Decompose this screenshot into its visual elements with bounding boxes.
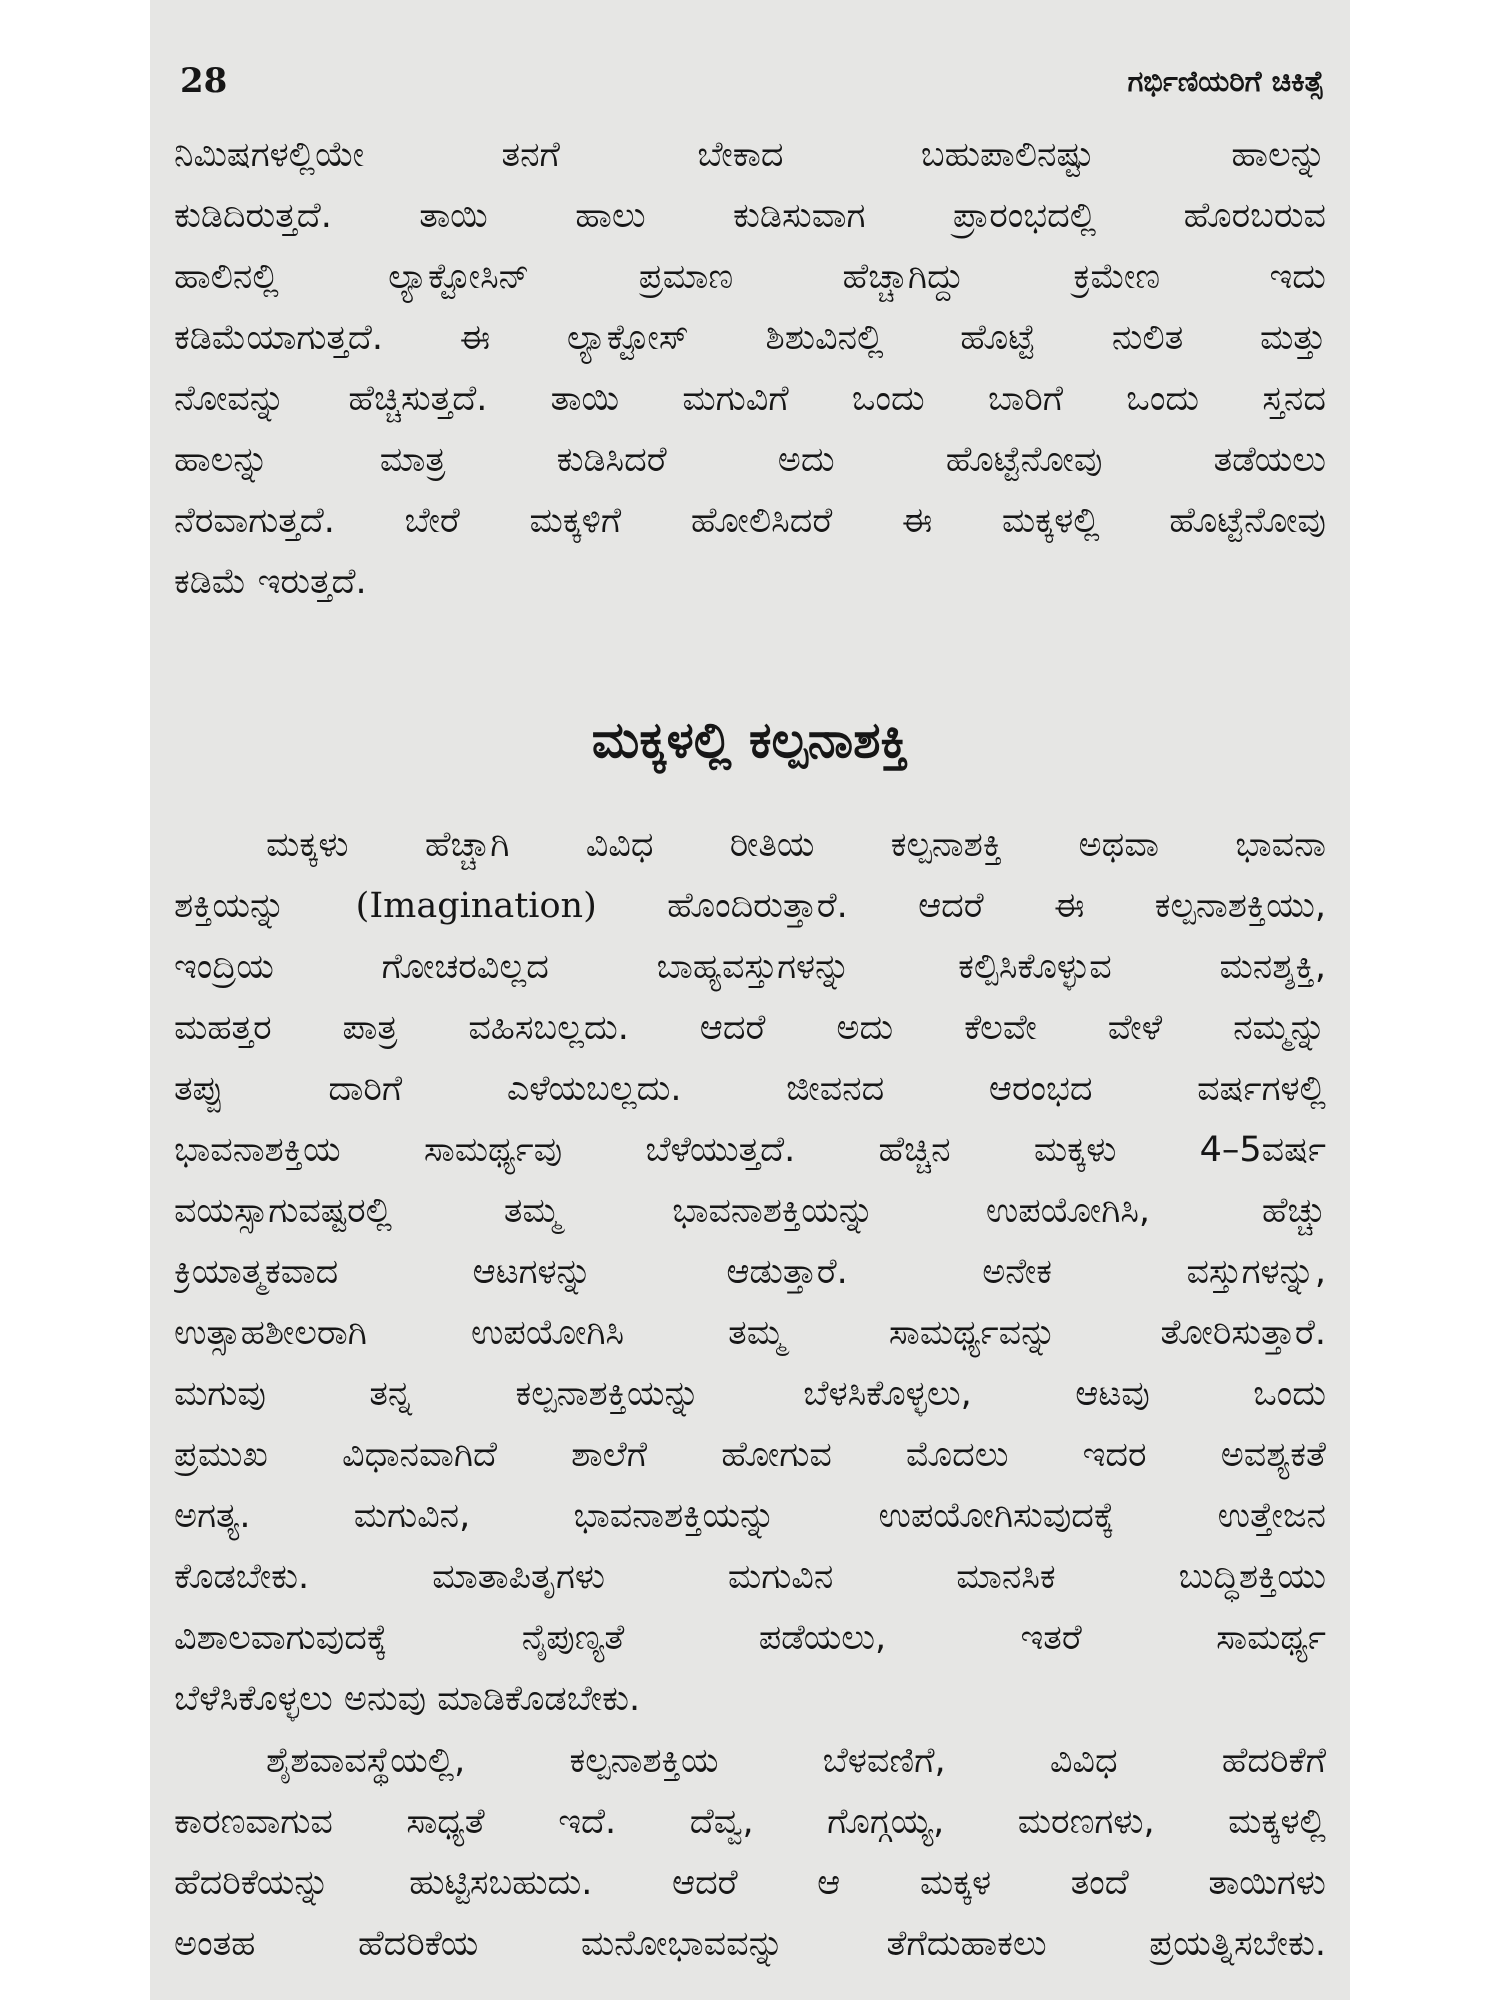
word: ಕಡಿಮೆ ಇರುತ್ತದೆ. — [174, 562, 367, 602]
word: ಮಗುವು — [174, 1374, 266, 1414]
word: ಬೆಳಸಿಕೊಳ್ಳಲು, — [803, 1374, 972, 1414]
word: ತಡೆಯಲು — [1213, 440, 1326, 480]
word: ನಿಮಿಷಗಳಲ್ಲಿಯೇ — [174, 135, 365, 175]
word: ಹೊಟ್ಟೆ — [960, 318, 1036, 358]
word: ಹೆಚ್ಚಿನ — [878, 1130, 951, 1170]
word: ಕೆಲವೇ — [964, 1008, 1037, 1048]
word: ಕಲ್ಪನಾಶಕ್ತಿಯ — [569, 1741, 719, 1781]
text-line — [174, 1181, 1326, 1241]
word: ಹೆಚ್ಚಾಗಿ — [424, 825, 510, 865]
word: ನಮ್ಮನ್ನು — [1233, 1008, 1326, 1048]
word: ಮಕ್ಕಳಿಗೆ — [529, 501, 622, 541]
word: (Imagination) — [355, 886, 597, 926]
word: ಉಪಯೋಗಿಸಿ, — [985, 1191, 1151, 1231]
word: ಕುಡಿಸಿದರೆ — [556, 440, 667, 480]
word: ಒಂದು — [1126, 379, 1200, 419]
word: ಅವಶ್ಯಕತೆ — [1220, 1435, 1326, 1475]
word: ಕಡಿಮೆಯಾಗುತ್ತದೆ. — [174, 318, 384, 358]
word: ಕಲ್ಪಿಸಿಕೊಳ್ಳುವ — [958, 947, 1112, 987]
text-line — [174, 369, 1326, 429]
text-line — [174, 1364, 1326, 1424]
word: ತಮ್ಮ — [503, 1191, 561, 1231]
word: ಸಾಧ್ಯತೆ — [406, 1802, 485, 1842]
word: ಬೇರೆ — [404, 501, 460, 541]
word: ಲ್ಯಾಕ್ಟೋಸ್ — [566, 318, 689, 358]
word: ಇಂದ್ರಿಯ — [174, 947, 274, 987]
text-line — [174, 1303, 1326, 1363]
word: ಬೆಳೆಯುತ್ತದೆ. — [645, 1130, 796, 1170]
word: ತಮ್ಮ — [728, 1313, 785, 1353]
word: ಈ — [1054, 886, 1085, 926]
word: ಪ್ರಮಾಣ — [638, 257, 734, 297]
text-line — [174, 430, 1326, 490]
text-line — [174, 1242, 1326, 1302]
book-page — [150, 0, 1350, 2000]
word: ಕ್ರಮೇಣ — [1073, 257, 1161, 297]
word: ಆದರೆ — [671, 1863, 738, 1903]
text-line — [174, 1547, 1326, 1607]
word: ತೋರಿಸುತ್ತಾರೆ. — [1160, 1313, 1326, 1353]
word: ಉಪಯೋಗಿಸಿ — [470, 1313, 625, 1353]
text-line — [174, 1120, 1326, 1180]
word: ಅದು — [836, 1008, 894, 1048]
word: ಬಾಹ್ಯವಸ್ತುಗಳನ್ನು — [656, 947, 851, 987]
text-line — [174, 186, 1326, 246]
word: ದಾರಿಗೆ — [328, 1069, 403, 1109]
text-line — [174, 1059, 1326, 1119]
word: ಆದರೆ — [918, 886, 984, 926]
word: ವಯಸ್ಸಾಗುವಷ್ಟರಲ್ಲಿ — [174, 1191, 393, 1231]
word: ವಿಶಾಲವಾಗುವುದಕ್ಕೆ — [174, 1618, 388, 1658]
word: ಬಾರಿಗೆ — [987, 379, 1064, 419]
word: ಕಲ್ಪನಾಶಕ್ತಿ — [890, 825, 1003, 865]
word: ಮಕ್ಕಳು — [266, 825, 349, 865]
word: ಈ — [459, 318, 491, 358]
word: ಹೋಗುವ — [721, 1435, 832, 1475]
word: ಅದು — [777, 440, 835, 480]
word: ಉತ್ತೇಜನ — [1217, 1496, 1326, 1536]
word: ಕೊಡಬೇಕು. — [174, 1557, 310, 1597]
word: ಬೇಕಾದ — [697, 135, 784, 175]
word: ಗೋಚರವಿಲ್ಲದ — [381, 947, 549, 987]
word: ಶಿಶುವಿನಲ್ಲಿ — [765, 318, 884, 358]
word: ಮಗುವಿನ — [727, 1557, 834, 1597]
word: ಇದೆ. — [558, 1802, 617, 1842]
word: ಜೀವನದ — [786, 1069, 885, 1109]
word: ಎಳೆಯಬಲ್ಲದು. — [506, 1069, 682, 1109]
word: ಸ್ತನದ — [1262, 379, 1326, 419]
word: ಮನಶ್ಶಕ್ತಿ, — [1219, 947, 1326, 987]
word: ಇತರೆ — [1020, 1618, 1082, 1658]
word: ಉಪಯೋಗಿಸುವುದಕ್ಕೆ — [878, 1496, 1115, 1536]
word: ಅಗತ್ಯ. — [174, 1496, 251, 1536]
word: ಹೆಚ್ಚಾಗಿದ್ದು — [842, 257, 964, 297]
word: ಕುಡಿಸುವಾಗ — [733, 196, 866, 236]
word: ಸಾಮರ್ಥ್ಯವನ್ನು — [888, 1313, 1057, 1353]
word: ಆಡುತ್ತಾರೆ. — [726, 1252, 848, 1292]
word: ಮಹತ್ತರ — [174, 1008, 272, 1048]
word: ಬೆಳೆಸಿಕೊಳ್ಳಲು ಅನುವು ಮಾಡಿಕೊಡಬೇಕು. — [174, 1679, 641, 1719]
text-line — [174, 1914, 1326, 1974]
word: ಒಂದು — [1253, 1374, 1326, 1414]
word: ಪಾತ್ರ — [342, 1008, 398, 1048]
text-line — [174, 552, 1326, 612]
word: ಸಾಮರ್ಥ್ಯ — [1216, 1618, 1326, 1658]
word: ಕಲ್ಪನಾಶಕ್ತಿಯು, — [1154, 886, 1326, 926]
section-heading: ಮಕ್ಕಳಲ್ಲಿ ಕಲ್ಪನಾಶಕ್ತಿ — [591, 711, 909, 769]
word: ವಿವಿಧ — [585, 825, 654, 865]
word: ಸಾಮರ್ಥ್ಯವು — [423, 1130, 563, 1170]
text-line — [174, 937, 1326, 997]
text-line — [174, 247, 1326, 307]
word: ಆಟಗಳನ್ನು — [472, 1252, 592, 1292]
word: ಮನೋಭಾವವನ್ನು — [580, 1924, 784, 1964]
word: ನೆರವಾಗುತ್ತದೆ. — [174, 501, 335, 541]
word: ದೆವ್ವ, — [689, 1802, 754, 1842]
word: ಬೆಳವಣಿಗೆ, — [822, 1741, 946, 1781]
text-line — [174, 998, 1326, 1058]
word: ಹುಟ್ಟಿಸಬಹುದು. — [409, 1863, 593, 1903]
running-title: ಗರ್ಭಿಣಿಯರಿಗೆ ಚಿಕಿತ್ಸೆ — [1127, 63, 1324, 98]
page-number: 28 — [180, 61, 228, 101]
word: ಮಗುವಿನ, — [353, 1496, 471, 1536]
text-line — [174, 1608, 1326, 1668]
word: ಹೆದರಿಕೆಗೆ — [1221, 1741, 1326, 1781]
word: ಮೊದಲು — [905, 1435, 1009, 1475]
word: ಹೊಂದಿರುತ್ತಾರೆ. — [667, 886, 848, 926]
word: ಬಹುಪಾಲಿನಷ್ಟು — [920, 135, 1094, 175]
word: ಹೋಲಿಸಿದರೆ — [690, 501, 833, 541]
word: ಕ್ರಿಯಾತ್ಮಕವಾದ — [174, 1252, 339, 1292]
word: ಪ್ರಾರಂಭದಲ್ಲಿ — [952, 196, 1097, 236]
word: ಹೆದರಿಕೆಯ — [357, 1924, 479, 1964]
word: ಹಾಲಿನಲ್ಲಿ — [174, 257, 279, 297]
word: ಹಾಲು — [575, 196, 646, 236]
text-line — [174, 1425, 1326, 1485]
word: ಭಾವನಾ — [1235, 825, 1326, 865]
word: ತನ್ನ — [369, 1374, 413, 1414]
text-line — [174, 815, 1326, 875]
text-line — [174, 1792, 1326, 1852]
word: ಲ್ಯಾಕ್ಟೋಸಿನ್ — [388, 257, 530, 297]
word: ನೋವನ್ನು — [174, 379, 286, 419]
word: ಮತ್ತು — [1260, 318, 1326, 358]
word: ಈ — [901, 501, 933, 541]
word: ವರ್ಷಗಳಲ್ಲಿ — [1197, 1069, 1326, 1109]
word: ಆರಂಭದ — [988, 1069, 1093, 1109]
text-line — [174, 491, 1326, 551]
word: ಮಕ್ಕಳಲ್ಲಿ — [1228, 1802, 1326, 1842]
word: ತಾಯಿ — [550, 379, 620, 419]
word: ಅಂತಹ — [174, 1924, 256, 1964]
word: ತಾಯಿ — [419, 196, 488, 236]
word: ಹೊರಬರುವ — [1183, 196, 1326, 236]
text-line — [174, 1669, 1326, 1729]
word: ಶಾಲೆಗೆ — [571, 1435, 648, 1475]
word: ನುಲಿತ — [1111, 318, 1184, 358]
word: ಶಕ್ತಿಯನ್ನು — [174, 886, 286, 926]
word: ತಾಯಿಗಳು — [1208, 1863, 1326, 1903]
word: ಕುಡಿದಿರುತ್ತದೆ. — [174, 196, 332, 236]
word: ಮಕ್ಕಳಲ್ಲಿ — [1001, 501, 1100, 541]
word: ತನಗೆ — [501, 135, 560, 175]
word: ವಿವಿಧ — [1049, 1741, 1118, 1781]
word: ಬುದ್ಧಿಶಕ್ತಿಯು — [1178, 1557, 1326, 1597]
word: ಅನೇಕ — [982, 1252, 1052, 1292]
word: ಹೆಚ್ಚು — [1261, 1191, 1326, 1231]
text-line — [174, 1486, 1326, 1546]
word: ಪ್ರಯತ್ನಿಸಬೇಕು. — [1149, 1924, 1326, 1964]
word: ಆದರೆ — [699, 1008, 766, 1048]
word: ಗೊಗ್ಗಯ್ಯ, — [827, 1802, 945, 1842]
word: 4–5ವರ್ಷ — [1199, 1130, 1326, 1170]
word: ಶೈಶವಾವಸ್ಥೆಯಲ್ಲಿ, — [266, 1741, 466, 1781]
word: ತಂದೆ — [1070, 1863, 1129, 1903]
word: ರೀತಿಯ — [729, 825, 815, 865]
word: ಅಥವಾ — [1078, 825, 1160, 865]
word: ಮಕ್ಕಳ — [919, 1863, 992, 1903]
word: ಮಕ್ಕಳು — [1033, 1130, 1117, 1170]
word: ನೈಪುಣ್ಯತೆ — [521, 1618, 625, 1658]
text-line — [174, 125, 1326, 185]
word: ವಸ್ತುಗಳನ್ನು, — [1186, 1252, 1326, 1292]
word: ಮಾತಾಪಿತೃಗಳು — [432, 1557, 606, 1597]
word: ಪಡೆಯಲು, — [758, 1618, 887, 1658]
word: ವಿಧಾನವಾಗಿದೆ — [342, 1435, 497, 1475]
word: ಮರಣಗಳು, — [1017, 1802, 1155, 1842]
word: ಆಟವು — [1075, 1374, 1150, 1414]
text-line — [174, 1731, 1326, 1791]
word: ಪ್ರಮುಖ — [174, 1435, 268, 1475]
word: ಇದು — [1269, 257, 1326, 297]
word: ತಪ್ಪು — [174, 1069, 224, 1109]
word: ವಹಿಸಬಲ್ಲದು. — [468, 1008, 629, 1048]
word: ಮಾತ್ರ — [379, 440, 446, 480]
word: ಒಂದು — [851, 379, 925, 419]
word: ಮಾನಸಿಕ — [956, 1557, 1056, 1597]
word: ಮಗುವಿಗೆ — [682, 379, 789, 419]
word: ಆ — [817, 1863, 841, 1903]
page-header — [180, 56, 1324, 106]
word: ಹಾಲನ್ನು — [1231, 135, 1326, 175]
word: ಹೊಟ್ಟೆನೋವು — [1169, 501, 1326, 541]
word: ಹೆದರಿಕೆಯನ್ನು — [174, 1863, 330, 1903]
word: ಉತ್ಸಾಹಶೀಲರಾಗಿ — [174, 1313, 367, 1353]
word: ಇದರ — [1082, 1435, 1147, 1475]
word: ಭಾವನಾಶಕ್ತಿಯ — [174, 1130, 341, 1170]
word: ವೇಳೆ — [1107, 1008, 1163, 1048]
text-line — [174, 308, 1326, 368]
word: ಹೊಟ್ಟೆನೋವು — [945, 440, 1103, 480]
word: ಭಾವನಾಶಕ್ತಿಯನ್ನು — [672, 1191, 875, 1231]
text-line — [174, 876, 1326, 936]
word: ಭಾವನಾಶಕ್ತಿಯನ್ನು — [573, 1496, 776, 1536]
word: ತೆಗೆದುಹಾಕಲು — [886, 1924, 1047, 1964]
word: ಹೆಚ್ಚಿಸುತ್ತದೆ. — [348, 379, 488, 419]
word: ಕಾರಣವಾಗುವ — [174, 1802, 333, 1842]
word: ಹಾಲನ್ನು — [174, 440, 269, 480]
text-line — [174, 1853, 1326, 1913]
word: ಕಲ್ಪನಾಶಕ್ತಿಯನ್ನು — [515, 1374, 700, 1414]
